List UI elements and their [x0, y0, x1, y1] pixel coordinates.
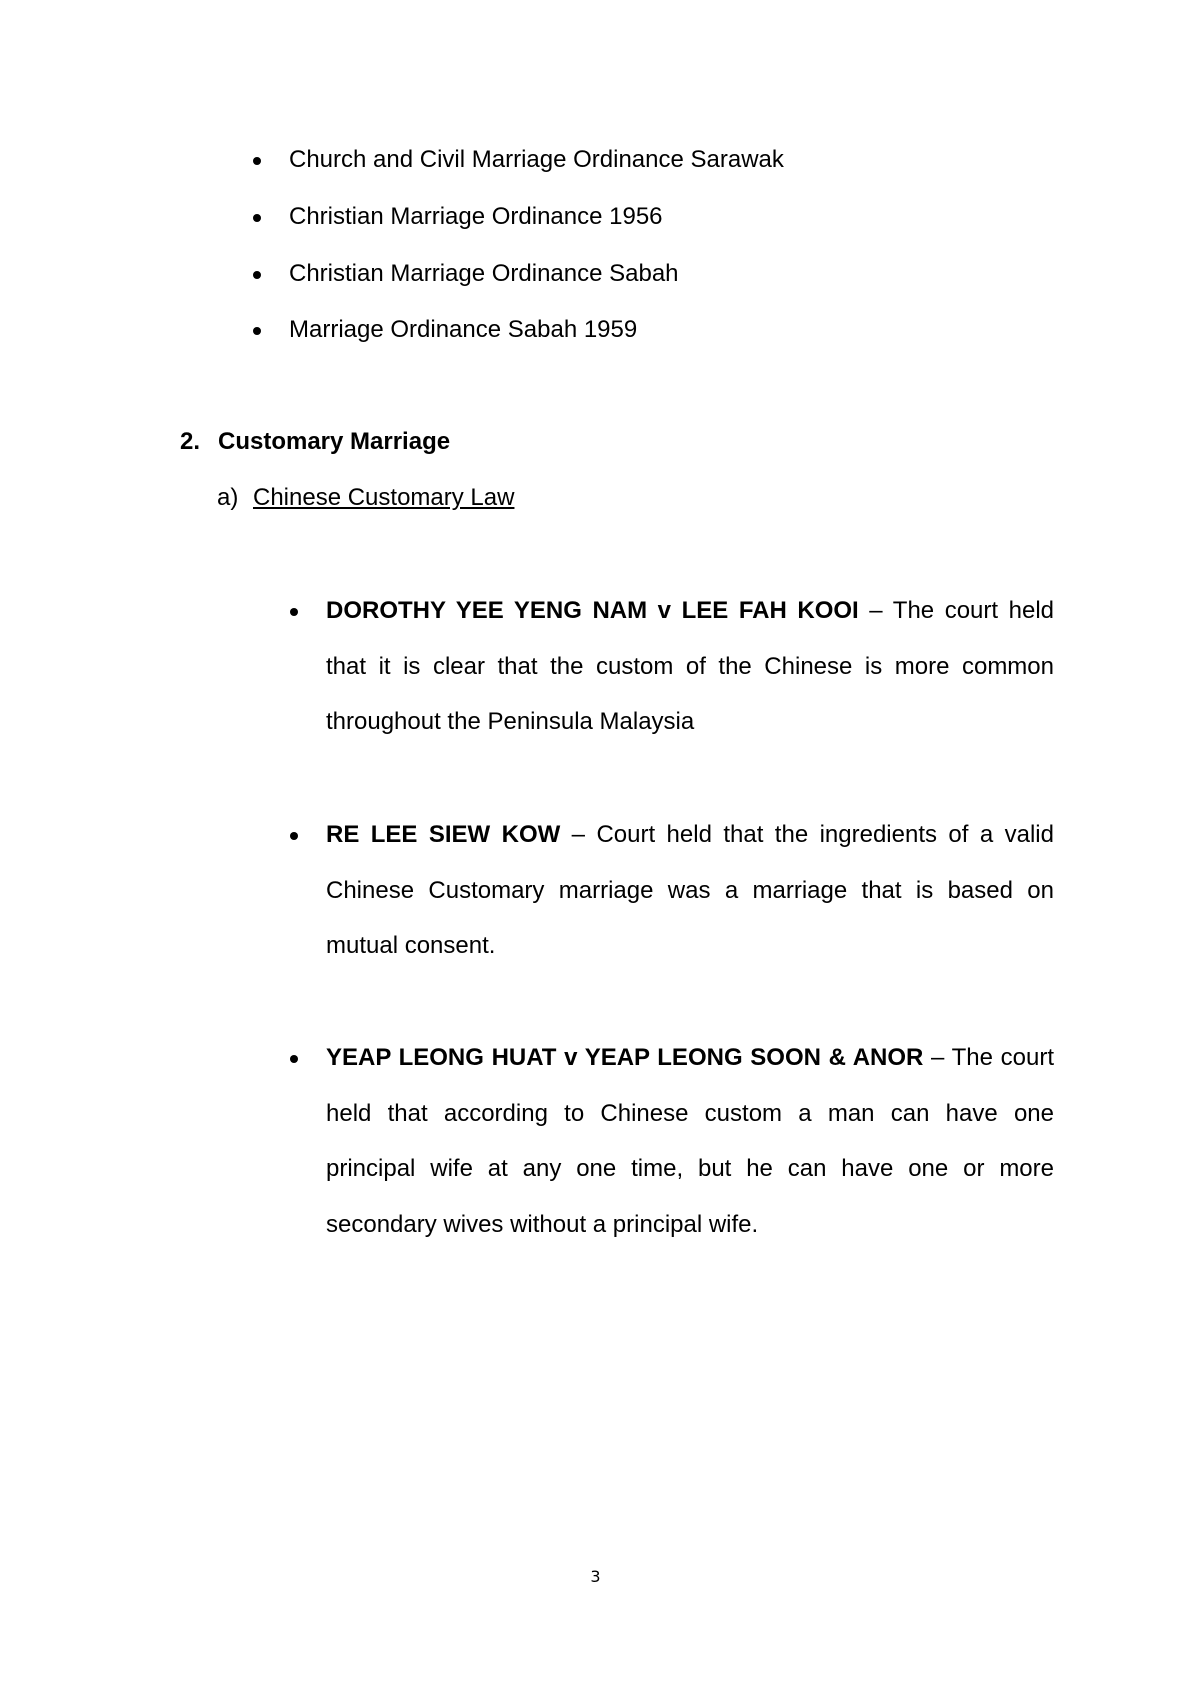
bullet-icon — [253, 214, 261, 222]
case-item — [326, 807, 1054, 974]
case-item — [326, 583, 1054, 750]
case-name: RE LEE SIEW KOW — [326, 821, 561, 848]
section-number: 2. — [180, 428, 201, 455]
subsection-letter: a) — [217, 484, 239, 511]
case-name: DOROTHY YEE YENG NAM v LEE FAH KOOI — [326, 597, 859, 624]
subsection-heading — [217, 484, 514, 512]
case-description: – Court held that the ingredients of a valid Chinese Customary marriage was a marriage that is based on mutual consent. — [326, 821, 1054, 959]
ordinance-item: Christian Marriage Ordinance 1956 — [289, 203, 663, 230]
page-number: 3 — [590, 1567, 601, 1586]
bullet-icon — [290, 1055, 298, 1063]
bullet-icon — [290, 832, 298, 840]
bullet-icon — [253, 271, 261, 279]
bullet-icon — [253, 327, 261, 335]
subsection-title: Chinese Customary Law — [253, 484, 515, 511]
case-description: – The court held that according to Chinese custom a man can have one principal wife at any one time, but he can have one or more secondary wives without a principal wife. — [326, 1044, 1054, 1238]
case-description: – The court held that it is clear that the custom of the Chinese is more common throughout the Peninsula Malaysia — [326, 597, 1055, 735]
ordinance-item: Church and Civil Marriage Ordinance Sarawak — [289, 146, 784, 173]
section-title: Customary Marriage — [218, 428, 451, 455]
bullet-icon — [253, 157, 261, 165]
ordinance-item: Marriage Ordinance Sabah 1959 — [289, 316, 638, 343]
case-item — [326, 1030, 1054, 1252]
ordinance-item: Christian Marriage Ordinance Sabah — [289, 260, 679, 287]
case-name: YEAP LEONG HUAT v YEAP LEONG SOON & ANOR — [326, 1044, 924, 1071]
bullet-icon — [290, 608, 298, 616]
section-heading — [180, 428, 450, 456]
